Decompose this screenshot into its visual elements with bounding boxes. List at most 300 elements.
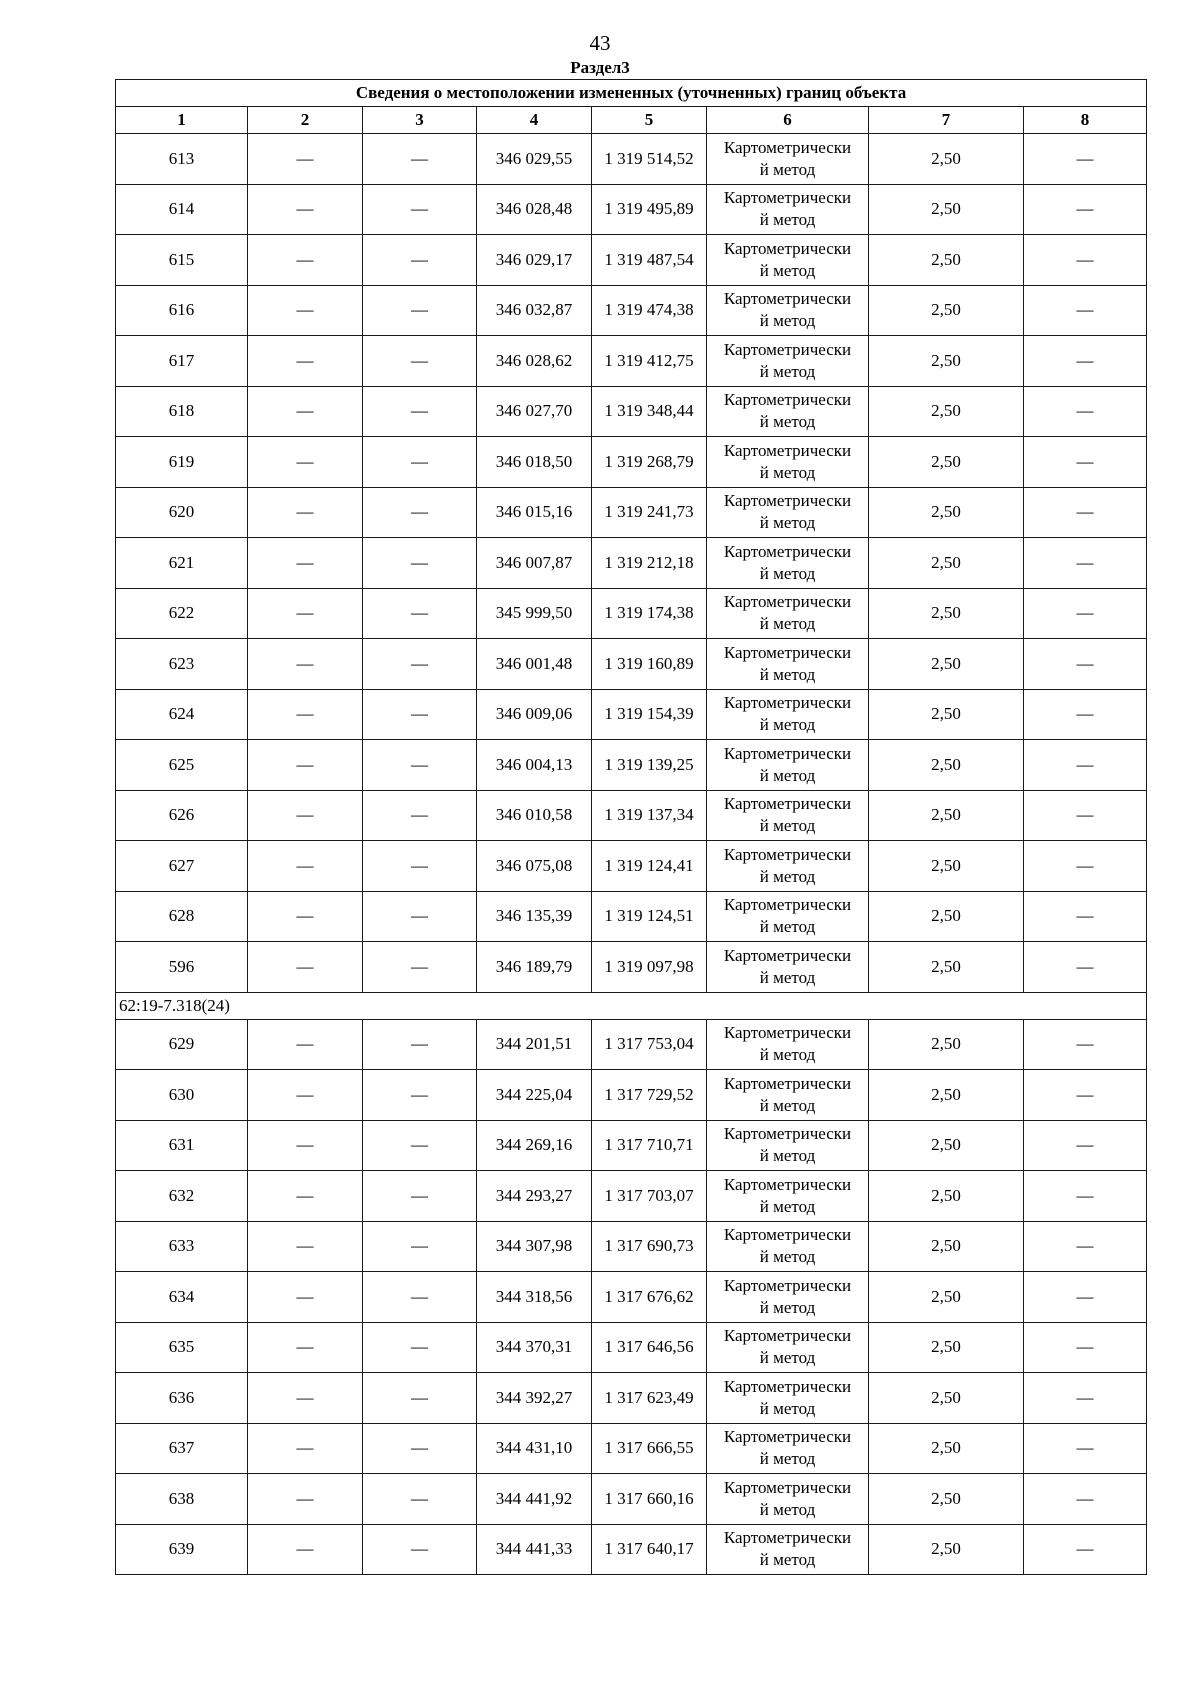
dash-cell: — — [1024, 437, 1147, 488]
x-coordinate-cell: 344 441,33 — [477, 1524, 592, 1575]
method-line-1: Картометрически — [723, 289, 852, 309]
y-coordinate-cell: 1 317 729,52 — [592, 1070, 707, 1121]
method-cell — [707, 235, 869, 286]
method-cell — [707, 1221, 869, 1272]
x-coordinate-cell: 346 189,79 — [477, 942, 592, 993]
point-number-cell: 626 — [116, 790, 248, 841]
dash-cell: — — [248, 336, 363, 387]
method-line-1: Картометрически — [723, 238, 852, 258]
accuracy-cell: 2,50 — [869, 841, 1024, 892]
dash-cell: — — [248, 1474, 363, 1525]
x-coordinate-cell: 344 307,98 — [477, 1221, 592, 1272]
y-coordinate-cell: 1 319 139,25 — [592, 740, 707, 791]
y-coordinate-cell: 1 317 623,49 — [592, 1373, 707, 1424]
method-line-1: Картометрически — [723, 390, 852, 410]
method-line-2: й метод — [759, 614, 816, 634]
dash-cell: — — [1024, 588, 1147, 639]
method-cell — [707, 134, 869, 185]
method-line-2: й метод — [759, 1449, 816, 1469]
point-number-cell: 624 — [116, 689, 248, 740]
dash-cell: — — [363, 134, 477, 185]
y-coordinate-cell: 1 319 212,18 — [592, 538, 707, 589]
method-line-2: й метод — [759, 1045, 816, 1065]
x-coordinate-cell: 346 075,08 — [477, 841, 592, 892]
dash-cell: — — [363, 1171, 477, 1222]
dash-cell: — — [248, 285, 363, 336]
y-coordinate-cell: 1 319 514,52 — [592, 134, 707, 185]
method-cell — [707, 184, 869, 235]
method-line-1: Картометрически — [723, 339, 852, 359]
x-coordinate-cell: 346 028,48 — [477, 184, 592, 235]
accuracy-cell: 2,50 — [869, 336, 1024, 387]
accuracy-cell: 2,50 — [869, 1120, 1024, 1171]
method-line-2: й метод — [759, 1398, 816, 1418]
method-line-1: Картометрически — [723, 188, 852, 208]
dash-cell: — — [363, 487, 477, 538]
method-cell — [707, 1171, 869, 1222]
accuracy-cell: 2,50 — [869, 1019, 1024, 1070]
dash-cell: — — [248, 437, 363, 488]
x-coordinate-cell: 344 293,27 — [477, 1171, 592, 1222]
method-cell — [707, 487, 869, 538]
method-line-1: Картометрически — [723, 1528, 852, 1548]
dash-cell: — — [248, 740, 363, 791]
dash-cell: — — [248, 1070, 363, 1121]
point-number-cell: 614 — [116, 184, 248, 235]
point-number-cell: 632 — [116, 1171, 248, 1222]
table-row — [116, 1070, 1147, 1121]
y-coordinate-cell: 1 319 348,44 — [592, 386, 707, 437]
dash-cell: — — [1024, 942, 1147, 993]
dash-cell: — — [248, 134, 363, 185]
point-number-cell: 625 — [116, 740, 248, 791]
y-coordinate-cell: 1 319 124,41 — [592, 841, 707, 892]
dash-cell: — — [248, 1019, 363, 1070]
method-line-1: Картометрически — [723, 491, 852, 511]
point-number-cell: 630 — [116, 1070, 248, 1121]
x-coordinate-cell: 346 001,48 — [477, 639, 592, 690]
dash-cell: — — [363, 689, 477, 740]
x-coordinate-cell: 346 029,17 — [477, 235, 592, 286]
y-coordinate-cell: 1 319 241,73 — [592, 487, 707, 538]
y-coordinate-cell: 1 317 666,55 — [592, 1423, 707, 1474]
point-number-cell: 620 — [116, 487, 248, 538]
x-coordinate-cell: 346 004,13 — [477, 740, 592, 791]
dash-cell: — — [1024, 538, 1147, 589]
method-line-1: Картометрически — [723, 794, 852, 814]
method-line-2: й метод — [759, 1146, 816, 1166]
method-line-2: й метод — [759, 462, 816, 482]
method-cell — [707, 1019, 869, 1070]
accuracy-cell: 2,50 — [869, 1474, 1024, 1525]
dash-cell: — — [363, 1423, 477, 1474]
dash-cell: — — [248, 1423, 363, 1474]
accuracy-cell: 2,50 — [869, 1423, 1024, 1474]
method-line-1: Картометрически — [723, 1023, 852, 1043]
method-cell — [707, 538, 869, 589]
column-number: 4 — [477, 107, 592, 134]
column-number: 3 — [363, 107, 477, 134]
table-row — [116, 1272, 1147, 1323]
point-number-cell: 621 — [116, 538, 248, 589]
dash-cell: — — [248, 1221, 363, 1272]
method-cell — [707, 1524, 869, 1575]
dash-cell: — — [248, 841, 363, 892]
accuracy-cell: 2,50 — [869, 386, 1024, 437]
dash-cell: — — [248, 184, 363, 235]
dash-cell: — — [363, 891, 477, 942]
page-number: 43 — [589, 31, 611, 55]
point-number-cell: 628 — [116, 891, 248, 942]
dash-cell: — — [1024, 1524, 1147, 1575]
table-row — [116, 639, 1147, 690]
dash-cell: — — [363, 1272, 477, 1323]
method-line-1: Картометрически — [723, 1326, 852, 1346]
y-coordinate-cell: 1 317 703,07 — [592, 1171, 707, 1222]
point-number-cell: 617 — [116, 336, 248, 387]
method-line-2: й метод — [759, 159, 816, 179]
method-line-2: й метод — [759, 210, 816, 230]
point-number-cell: 622 — [116, 588, 248, 639]
accuracy-cell: 2,50 — [869, 235, 1024, 286]
method-line-1: Картометрически — [723, 1174, 852, 1194]
table-row — [116, 1423, 1147, 1474]
accuracy-cell: 2,50 — [869, 1272, 1024, 1323]
method-line-1: Картометрически — [723, 592, 852, 612]
dash-cell: — — [1024, 1019, 1147, 1070]
dash-cell: — — [363, 841, 477, 892]
method-line-1: Картометрически — [723, 693, 852, 713]
accuracy-cell: 2,50 — [869, 134, 1024, 185]
y-coordinate-cell: 1 317 646,56 — [592, 1322, 707, 1373]
method-line-2: й метод — [759, 1196, 816, 1216]
x-coordinate-cell: 344 225,04 — [477, 1070, 592, 1121]
table-row — [116, 285, 1147, 336]
dash-cell: — — [363, 588, 477, 639]
dash-cell: — — [1024, 134, 1147, 185]
y-coordinate-cell: 1 319 487,54 — [592, 235, 707, 286]
x-coordinate-cell: 344 201,51 — [477, 1019, 592, 1070]
method-line-1: Картометрически — [723, 137, 852, 157]
method-line-2: й метод — [759, 917, 816, 937]
method-line-1: Картометрически — [723, 642, 852, 662]
table-row — [116, 1120, 1147, 1171]
point-number-cell: 618 — [116, 386, 248, 437]
x-coordinate-cell: 346 009,06 — [477, 689, 592, 740]
dash-cell: — — [363, 386, 477, 437]
dash-cell: — — [248, 1524, 363, 1575]
table-row — [116, 740, 1147, 791]
y-coordinate-cell: 1 319 124,51 — [592, 891, 707, 942]
table-row — [116, 538, 1147, 589]
method-line-2: й метод — [759, 1348, 816, 1368]
dash-cell: — — [1024, 1171, 1147, 1222]
x-coordinate-cell: 346 028,62 — [477, 336, 592, 387]
x-coordinate-cell: 346 032,87 — [477, 285, 592, 336]
method-cell — [707, 689, 869, 740]
point-number-cell: 633 — [116, 1221, 248, 1272]
coordinates-table — [115, 79, 1147, 1575]
method-line-1: Картометрически — [723, 1073, 852, 1093]
table-row — [116, 1322, 1147, 1373]
dash-cell: — — [248, 1120, 363, 1171]
accuracy-cell: 2,50 — [869, 689, 1024, 740]
column-number: 5 — [592, 107, 707, 134]
dash-cell: — — [363, 1524, 477, 1575]
dash-cell: — — [363, 184, 477, 235]
dash-cell: — — [1024, 891, 1147, 942]
dash-cell: — — [363, 1120, 477, 1171]
method-line-2: й метод — [759, 715, 816, 735]
accuracy-cell: 2,50 — [869, 1221, 1024, 1272]
y-coordinate-cell: 1 317 710,71 — [592, 1120, 707, 1171]
method-cell — [707, 841, 869, 892]
accuracy-cell: 2,50 — [869, 942, 1024, 993]
method-line-2: й метод — [759, 1550, 816, 1570]
method-cell — [707, 588, 869, 639]
dash-cell: — — [1024, 487, 1147, 538]
column-number: 1 — [116, 107, 248, 134]
y-coordinate-cell: 1 319 137,34 — [592, 790, 707, 841]
method-line-2: й метод — [759, 361, 816, 381]
group-label: 62:19-7.318(24) — [116, 992, 1147, 1019]
method-line-2: й метод — [759, 967, 816, 987]
dash-cell: — — [1024, 1070, 1147, 1121]
y-coordinate-cell: 1 317 660,16 — [592, 1474, 707, 1525]
point-number-cell: 634 — [116, 1272, 248, 1323]
table-row — [116, 588, 1147, 639]
x-coordinate-cell: 344 318,56 — [477, 1272, 592, 1323]
table-row — [116, 1474, 1147, 1525]
method-line-2: й метод — [759, 563, 816, 583]
dash-cell: — — [248, 1373, 363, 1424]
dash-cell: — — [363, 1070, 477, 1121]
y-coordinate-cell: 1 319 412,75 — [592, 336, 707, 387]
dash-cell: — — [248, 1171, 363, 1222]
point-number-cell: 635 — [116, 1322, 248, 1373]
accuracy-cell: 2,50 — [869, 639, 1024, 690]
method-line-1: Картометрически — [723, 1477, 852, 1497]
method-line-1: Картометрически — [723, 895, 852, 915]
method-cell — [707, 386, 869, 437]
dash-cell: — — [248, 538, 363, 589]
section-title: Раздел3 — [570, 58, 630, 77]
y-coordinate-cell: 1 319 268,79 — [592, 437, 707, 488]
method-cell — [707, 790, 869, 841]
x-coordinate-cell: 346 029,55 — [477, 134, 592, 185]
dash-cell: — — [1024, 740, 1147, 791]
dash-cell: — — [248, 689, 363, 740]
dash-cell: — — [363, 639, 477, 690]
dash-cell: — — [248, 891, 363, 942]
dash-cell: — — [363, 285, 477, 336]
y-coordinate-cell: 1 319 154,39 — [592, 689, 707, 740]
method-cell — [707, 1423, 869, 1474]
method-cell — [707, 740, 869, 791]
y-coordinate-cell: 1 319 474,38 — [592, 285, 707, 336]
table-row — [116, 891, 1147, 942]
dash-cell: — — [1024, 1423, 1147, 1474]
column-number-row — [116, 107, 1147, 134]
dash-cell: — — [248, 639, 363, 690]
method-line-1: Картометрически — [723, 1275, 852, 1295]
group-label-row — [116, 992, 1147, 1019]
x-coordinate-cell: 346 007,87 — [477, 538, 592, 589]
dash-cell: — — [1024, 386, 1147, 437]
method-line-2: й метод — [759, 1499, 816, 1519]
method-line-2: й метод — [759, 260, 816, 280]
method-cell — [707, 639, 869, 690]
dash-cell: — — [363, 1373, 477, 1424]
x-coordinate-cell: 344 269,16 — [477, 1120, 592, 1171]
dash-cell: — — [248, 235, 363, 286]
accuracy-cell: 2,50 — [869, 184, 1024, 235]
dash-cell: — — [248, 1322, 363, 1373]
dash-cell: — — [363, 235, 477, 286]
method-line-1: Картометрически — [723, 1376, 852, 1396]
point-number-cell: 623 — [116, 639, 248, 690]
table-row — [116, 134, 1147, 185]
method-cell — [707, 1272, 869, 1323]
dash-cell: — — [1024, 689, 1147, 740]
table-caption: Сведения о местоположении измененных (уточненных) границ объекта — [116, 80, 1147, 107]
table-row — [116, 1019, 1147, 1070]
table-row — [116, 184, 1147, 235]
table-row — [116, 487, 1147, 538]
dash-cell: — — [1024, 285, 1147, 336]
method-line-1: Картометрически — [723, 440, 852, 460]
table-row — [116, 1221, 1147, 1272]
method-line-1: Картометрически — [723, 1225, 852, 1245]
dash-cell: — — [1024, 1272, 1147, 1323]
method-cell — [707, 437, 869, 488]
method-cell — [707, 1373, 869, 1424]
dash-cell: — — [1024, 1474, 1147, 1525]
accuracy-cell: 2,50 — [869, 588, 1024, 639]
method-cell — [707, 1070, 869, 1121]
x-coordinate-cell: 344 441,92 — [477, 1474, 592, 1525]
point-number-cell: 638 — [116, 1474, 248, 1525]
method-cell — [707, 942, 869, 993]
method-line-2: й метод — [759, 765, 816, 785]
x-coordinate-cell: 346 027,70 — [477, 386, 592, 437]
column-number: 2 — [248, 107, 363, 134]
x-coordinate-cell: 346 018,50 — [477, 437, 592, 488]
dash-cell: — — [363, 942, 477, 993]
accuracy-cell: 2,50 — [869, 740, 1024, 791]
method-line-2: й метод — [759, 1247, 816, 1267]
dash-cell: — — [248, 386, 363, 437]
method-line-2: й метод — [759, 1297, 816, 1317]
method-line-1: Картометрически — [723, 743, 852, 763]
table-row — [116, 1171, 1147, 1222]
table-row — [116, 790, 1147, 841]
dash-cell: — — [363, 1474, 477, 1525]
accuracy-cell: 2,50 — [869, 1373, 1024, 1424]
method-line-2: й метод — [759, 664, 816, 684]
table-row — [116, 942, 1147, 993]
dash-cell: — — [363, 790, 477, 841]
dash-cell: — — [363, 437, 477, 488]
table-row — [116, 386, 1147, 437]
point-number-cell: 636 — [116, 1373, 248, 1424]
point-number-cell: 631 — [116, 1120, 248, 1171]
x-coordinate-cell: 345 999,50 — [477, 588, 592, 639]
dash-cell: — — [363, 336, 477, 387]
method-line-2: й метод — [759, 513, 816, 533]
method-cell — [707, 891, 869, 942]
dash-cell: — — [363, 1221, 477, 1272]
dash-cell: — — [1024, 841, 1147, 892]
method-line-2: й метод — [759, 816, 816, 836]
accuracy-cell: 2,50 — [869, 487, 1024, 538]
dash-cell: — — [1024, 184, 1147, 235]
dash-cell: — — [248, 790, 363, 841]
dash-cell: — — [363, 1322, 477, 1373]
x-coordinate-cell: 344 370,31 — [477, 1322, 592, 1373]
column-number: 6 — [707, 107, 869, 134]
x-coordinate-cell: 346 010,58 — [477, 790, 592, 841]
y-coordinate-cell: 1 319 097,98 — [592, 942, 707, 993]
y-coordinate-cell: 1 319 174,38 — [592, 588, 707, 639]
table-row — [116, 841, 1147, 892]
x-coordinate-cell: 346 015,16 — [477, 487, 592, 538]
y-coordinate-cell: 1 317 640,17 — [592, 1524, 707, 1575]
method-line-1: Картометрически — [723, 541, 852, 561]
dash-cell: — — [363, 1019, 477, 1070]
point-number-cell: 615 — [116, 235, 248, 286]
dash-cell: — — [248, 1272, 363, 1323]
dash-cell: — — [1024, 1373, 1147, 1424]
method-cell — [707, 1322, 869, 1373]
column-number: 7 — [869, 107, 1024, 134]
method-line-2: й метод — [759, 866, 816, 886]
x-coordinate-cell: 344 431,10 — [477, 1423, 592, 1474]
point-number-cell: 637 — [116, 1423, 248, 1474]
table-row — [116, 235, 1147, 286]
point-number-cell: 596 — [116, 942, 248, 993]
method-line-1: Картометрически — [723, 945, 852, 965]
accuracy-cell: 2,50 — [869, 437, 1024, 488]
dash-cell: — — [363, 740, 477, 791]
accuracy-cell: 2,50 — [869, 891, 1024, 942]
point-number-cell: 613 — [116, 134, 248, 185]
dash-cell: — — [1024, 235, 1147, 286]
dash-cell: — — [248, 487, 363, 538]
y-coordinate-cell: 1 317 690,73 — [592, 1221, 707, 1272]
accuracy-cell: 2,50 — [869, 1524, 1024, 1575]
y-coordinate-cell: 1 317 676,62 — [592, 1272, 707, 1323]
dash-cell: — — [363, 538, 477, 589]
x-coordinate-cell: 344 392,27 — [477, 1373, 592, 1424]
dash-cell: — — [1024, 639, 1147, 690]
table-row — [116, 437, 1147, 488]
point-number-cell: 629 — [116, 1019, 248, 1070]
accuracy-cell: 2,50 — [869, 1171, 1024, 1222]
dash-cell: — — [1024, 1221, 1147, 1272]
y-coordinate-cell: 1 319 495,89 — [592, 184, 707, 235]
table-row — [116, 1524, 1147, 1575]
method-line-2: й метод — [759, 412, 816, 432]
y-coordinate-cell: 1 319 160,89 — [592, 639, 707, 690]
dash-cell: — — [1024, 336, 1147, 387]
point-number-cell: 619 — [116, 437, 248, 488]
accuracy-cell: 2,50 — [869, 1070, 1024, 1121]
table-row — [116, 1373, 1147, 1424]
accuracy-cell: 2,50 — [869, 1322, 1024, 1373]
method-line-1: Картометрически — [723, 1427, 852, 1447]
dash-cell: — — [248, 588, 363, 639]
